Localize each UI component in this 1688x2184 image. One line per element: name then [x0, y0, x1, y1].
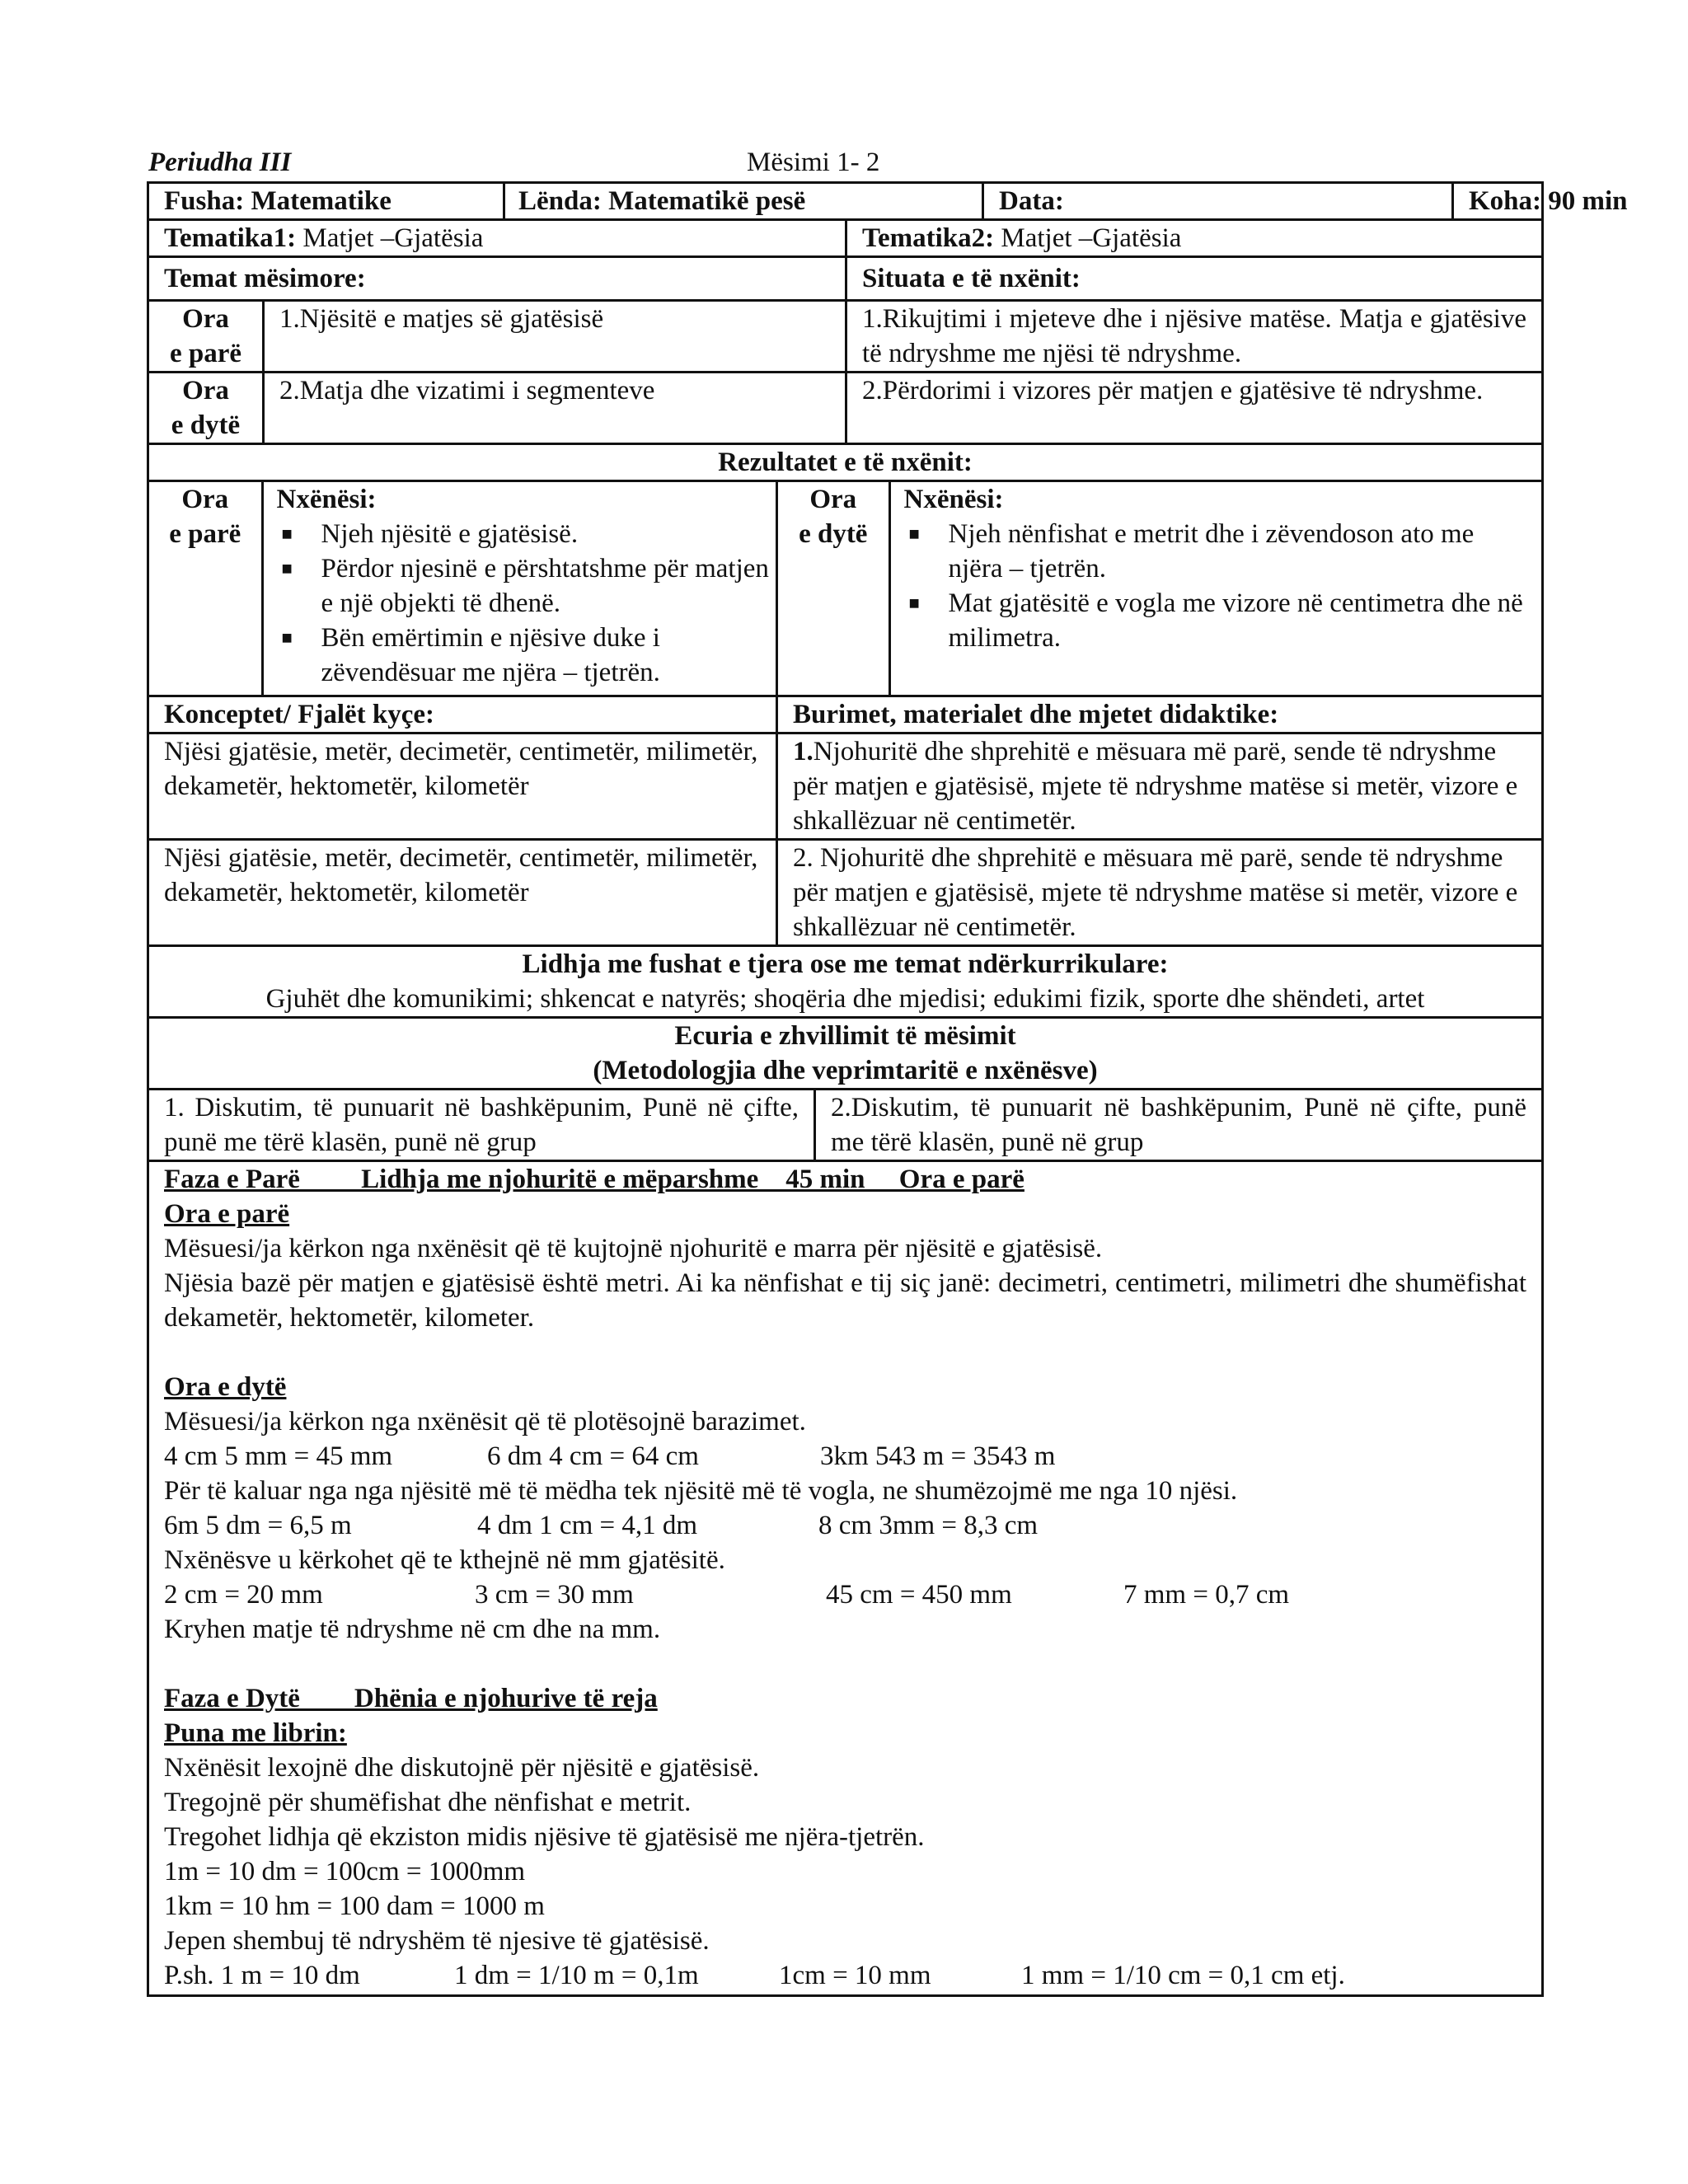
resources-head: Burimet, materialet dhe mjetet didaktike: [777, 696, 1543, 733]
lesson-plan-table [147, 181, 1628, 1997]
topic-row [148, 301, 1543, 373]
theme1-cell [148, 220, 846, 257]
topics-head: Temat mësimore: [148, 257, 846, 301]
method-title-cell [148, 1018, 1543, 1090]
subject-cell [504, 183, 1453, 220]
process-row [148, 1161, 1543, 1996]
period-label: Periudha III [148, 148, 292, 177]
theme1-value: Matjet –Gjatësia [296, 223, 484, 253]
book-line: Jepen shembuj të ndryshëm të njesive të gjatësisë. [164, 1926, 710, 1956]
ora2-line: Nxënësve u kërkohet që te kthejnë në mm gjatësitë. [164, 1545, 725, 1575]
topic-ora: Ora e dytë [148, 373, 264, 444]
phase1-title: Faza e Parë Lidhja me njohuritë e mëparshme 45 min Ora e parë [164, 1165, 1025, 1194]
phase2-title: Faza e Dytë Dhënia e njohurive të reja [164, 1684, 658, 1713]
book-head: Puna me librin: [164, 1718, 347, 1748]
list-item: ■ Njeh njësitë e gjatësisë. [277, 517, 776, 551]
book-line: 1km = 10 hm = 100 dam = 1000 m [164, 1891, 545, 1921]
resources-text: 2. Njohuritë dhe shprehitë e mësuara më parë, sende të ndryshme për matjen e gjatësisë, mjete të ndryshme matëse si metër, vizore e shkallëzuar në centimetër. [777, 840, 1543, 946]
concepts-row [148, 733, 1543, 840]
situation-text: 2.Përdorimi i vizores për matjen e gjatësive të ndryshme. [846, 373, 1543, 444]
themes-row [148, 220, 1543, 257]
method-left: 1. Diskutim, të punuarit në bashkëpunim, Punë në çifte, punë me tërë klasën, punë në grup [149, 1090, 816, 1160]
results-right-head: Nxënësi: [903, 485, 1004, 514]
results-right-body [889, 482, 1541, 695]
ora1-line: Mësuesi/ja kërkon nga nxënësit që të kujtojnë njohuritë e marra për njësitë e gjatësisë. [164, 1234, 1103, 1263]
equation-row: 4 cm 5 mm = 45 mm 6 dm 4 cm = 64 cm 3km 543 m = 3543 m [164, 1441, 1056, 1471]
square-bullet-icon: ■ [908, 593, 920, 613]
time-value: Koha: 90 min [1469, 186, 1628, 216]
square-bullet-icon: ■ [281, 627, 293, 648]
concepts-head-row [148, 696, 1543, 733]
theme2-value: Matjet –Gjatësia [994, 223, 1182, 253]
list-item: ■ Përdor njesinë e përshtatshme për matjen e një objekti të dhenë. [277, 551, 776, 621]
subject-value: Lënda: Matematikë pesë [518, 186, 806, 216]
book-line: Nxënësit lexojnë dhe diskutojnë për njësitë e gjatësisë. [164, 1753, 760, 1783]
lesson-plan-page [147, 145, 1628, 1997]
square-bullet-icon: ■ [908, 523, 920, 544]
results-left [149, 482, 776, 695]
links-row [148, 946, 1543, 1018]
method-title-row [148, 1018, 1543, 1090]
concepts-text: Njësi gjatësie, metër, decimetër, centimetër, milimetër, dekametër, hektometër, kilometër [148, 733, 777, 840]
field-cell: Fusha: Matematike [148, 183, 504, 220]
concepts-head: Konceptet/ Fjalët kyçe: [148, 696, 777, 733]
method-right: 2.Diskutim, të punuarit në bashkëpunim, Punë në çifte, punë me tërë klasën, punë në grup [831, 1093, 1527, 1157]
list-item: ■ Mat gjatësitë e vogla me vizore në centimetra dhe në milimetra. [904, 586, 1527, 655]
book-line: 1m = 10 dm = 100cm = 1000mm [164, 1857, 526, 1886]
situation-text: 1.Rikujtimi i mjeteve dhe i njësive matëse. Matja e gjatësive të ndryshme me njësi të ndryshme. [846, 301, 1543, 373]
situation-head: Situata e të nxënit: [846, 257, 1543, 301]
equation-row: 6m 5 dm = 6,5 m 4 dm 1 cm = 4,1 dm 8 cm 3mm = 8,3 cm [164, 1511, 1039, 1540]
theme1-label: Tematika1: [164, 223, 297, 253]
topic-text: 2.Matja dhe vizatimi i segmenteve [264, 373, 846, 444]
concepts-row [148, 840, 1543, 946]
topic-row [148, 373, 1543, 444]
results-row [148, 481, 1543, 696]
theme2-label: Tematika2: [862, 223, 995, 253]
concepts-text: Njësi gjatësie, metër, decimetër, centimetër, milimetër, dekametër, hektometër, kilometër [148, 840, 777, 946]
ora2-line: Mësuesi/ja kërkon nga nxënësit që të plotësojnë barazimet. [164, 1407, 806, 1436]
topics-head-row [148, 257, 1543, 301]
time-cell [1453, 183, 1628, 220]
method-subtitle: (Metodologjia dhe veprimtaritë e nxënësve) [593, 1056, 1098, 1085]
method-row [148, 1090, 1543, 1161]
results-right-ora: Ora e dytë [778, 482, 889, 695]
results-title: Rezultatet e të nxënit: [148, 444, 1543, 481]
results-right-list [904, 517, 1527, 655]
square-bullet-icon: ■ [281, 558, 293, 579]
method-title: Ecuria e zhvillimit të mësimit [674, 1021, 1016, 1051]
results-left-list [277, 517, 776, 690]
resources-text: 1.Njohuritë dhe shprehitë e mësuara më parë, sende të ndryshme për matjen e gjatësisë, mjete të ndryshme matëse si metër, vizore e shkallëzuar në centimetër. [777, 733, 1543, 840]
results-left-body [262, 482, 776, 695]
method-cell [148, 1090, 1543, 1161]
lesson-number: Mësimi 1- 2 [747, 148, 880, 177]
date-value: Data: [982, 184, 1437, 218]
results-left-cell [148, 481, 777, 696]
example-row: P.sh. 1 m = 10 dm 1 dm = 1/10 m = 0,1m 1cm = 10 mm 1 mm = 1/10 cm = 0,1 cm etj. [164, 1961, 1345, 1990]
ora2-head: Ora e dytë [164, 1372, 287, 1402]
topic-ora: Ora e parë [148, 301, 264, 373]
results-right [778, 482, 1541, 695]
topic-text: 1.Njësitë e matjes së gjatësisë [264, 301, 846, 373]
results-right-cell [777, 481, 1543, 696]
square-bullet-icon: ■ [281, 523, 293, 544]
book-line: Tregohet lidhja që ekziston midis njësive të gjatësisë me njëra-tjetrën. [164, 1822, 925, 1852]
ora2-line: Për të kaluar nga nga njësitë më të mëdha tek njësitë më të vogla, ne shumëzojmë me nga 10 njësi. [164, 1476, 1238, 1506]
process-cell [148, 1161, 1543, 1996]
ora1-line: Njësia bazë për matjen e gjatësisë është metri. Ai ka nënfishat e tij siç janë: decimetri, centimetri, milimetri dhe shumëfishat dekametër, hektometër, kilometer. [164, 1268, 1527, 1333]
results-title-row [148, 444, 1543, 481]
results-left-ora: Ora e parë [149, 482, 262, 695]
info-row [148, 183, 1543, 220]
header-line [147, 145, 1541, 181]
list-item: ■ Bën emërtimin e njësive duke i zëvendësuar me njëra – tjetrën. [277, 621, 776, 690]
links-text: Gjuhët dhe komunikimi; shkencat e natyrës; shoqëria dhe mjedisi; edukimi fizik, sporte dhe shëndeti, artet [265, 984, 1425, 1014]
book-line: Tregojnë për shumëfishat dhe nënfishat e metrit. [164, 1788, 692, 1817]
list-item: ■ Njeh nënfishat e metrit dhe i zëvendoson ato me njëra – tjetrën. [904, 517, 1527, 586]
theme2-cell [846, 220, 1543, 257]
results-left-head: Nxënësi: [276, 485, 377, 514]
links-cell [148, 946, 1543, 1018]
equation-row: 2 cm = 20 mm 3 cm = 30 mm 45 cm = 450 mm 7 mm = 0,7 cm [164, 1580, 1290, 1610]
ora2-line: Kryhen matje të ndryshme në cm dhe na mm. [164, 1615, 661, 1644]
ora1-head: Ora e parë [164, 1199, 290, 1229]
links-title: Lidhja me fushat e tjera ose me temat ndërkurrikulare: [522, 949, 1169, 979]
